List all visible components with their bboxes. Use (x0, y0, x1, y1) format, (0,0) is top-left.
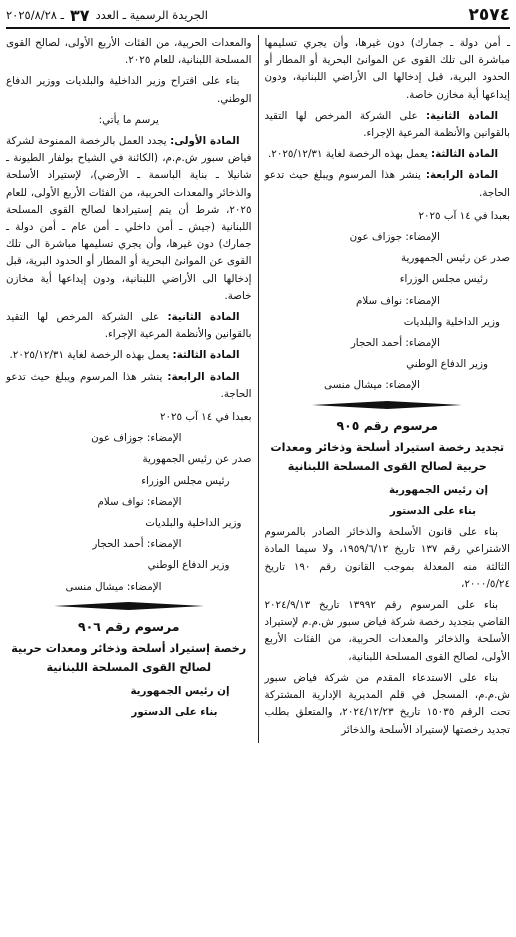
president-line: إن رئيس الجمهورية (130, 685, 230, 698)
article-3 (265, 146, 511, 163)
issued-by: صدر عن رئيس الجمهورية (142, 453, 252, 466)
paragraph: بناء على قانون الأسلحة والذخائر الصادر بالمرسوم الاشتراعي رقم ١٣٧ تاريخ ١٩٥٩/٦/١٢، ولا سيما المادة الثالثة منه المعدلة بموجب القانون رقم ١٩٠ تاريخ ٢٠٠٠/٥/٢٤، (264, 526, 510, 590)
signature-date: بعبدا في ١٤ آب ٢٠٢٥ (418, 209, 510, 222)
issued-by: صدر عن رئيس الجمهورية (400, 252, 510, 265)
signature-line: الإمضاء: ميشال منسى (324, 379, 420, 392)
pm-title: رئيس مجلس الوزراء (141, 474, 230, 487)
paragraph: ـ أمن دولة ـ جمارك) دون غيرها، وأن يجري تسليمها مباشرة الى تلك القوى عن الموانئ البحرية أو المطار أو الحدود البرية، قبل إدخالها الى الأراضي اللبنانية، ودون إيداعها أية مخازن خاصة. (264, 37, 510, 101)
page-header (6, 3, 510, 29)
paragraph: بناء على المرسوم رقم ١٣٩٩٢ تاريخ ٢٠٢٤/٩/١٣ القاضي بتجديد رخصة شركة فياض سبور ش.م.م لإستيراد الأسلحة والذخائر والمعدات الحربية، من الفئات الأربع الأولى، لصالح القوى المسلحة اللبنانية، (264, 599, 510, 663)
pm-title: رئيس مجلس الوزراء (399, 273, 488, 286)
signature-date: بعبدا في ١٤ آب ٢٠٢٥ (159, 411, 252, 424)
left-column (6, 35, 258, 743)
article-1 (6, 133, 252, 305)
constitution-line: بناء على الدستور (131, 706, 218, 719)
article-4 (6, 369, 252, 403)
article-text: ينشر هذا المرسوم ويبلغ حيث تدعو الحاجة. (264, 169, 510, 199)
decree-subject: تجديد رخصة استيراد أسلحة وذخائر ومعدات حربية لصالح القوى المسلحة اللبنانية (270, 440, 505, 473)
interior-minister: وزير الداخلية والبلديات (403, 315, 500, 328)
issue-date: ـ ٢٠٢٥/٨/٢٨ (6, 8, 65, 22)
constitution-line: بناء على الدستور (389, 505, 476, 518)
article-text: يعمل بهذه الرخصة لغاية ٢٠٢٥/١٢/٣١. (9, 349, 170, 362)
signature-line: الإمضاء: نواف سلام (355, 294, 440, 307)
right-column (258, 35, 511, 743)
signature-line: الإمضاء: نواف سلام (97, 495, 182, 508)
interior-minister: وزير الداخلية والبلديات (145, 517, 242, 530)
article-text: على الشركة المرخص لها التقيد بالقوانين والأنظمة المرعية الإجراء. (6, 311, 252, 341)
signature-line: الإمضاء: جوزاف عون (91, 432, 182, 445)
article-label: المادة الرابعة: (167, 370, 240, 383)
article-label: المادة الرابعة: (425, 169, 498, 182)
article-text: يعمل بهذه الرخصة لغاية ٢٠٢٥/١٢/٣١. (268, 148, 428, 161)
defense-minister: وزير الدفاع الوطني (147, 559, 230, 572)
article-label: المادة الأولى: (170, 135, 240, 148)
article-3 (6, 347, 252, 364)
article-text: على الشركة المرخص لها التقيد بالقوانين والأنظمة المرعية الإجراء. (264, 109, 510, 140)
decree-title: مرسوم رقم ٩٠٥ (336, 417, 439, 433)
article-text: يجدد العمل بالرخصة الممنوحة لشركة فياض سبور ش.م.م، (الكائنة في الشياح بولفار الطيونة ـ شانيلا ـ بناية الباسمة ـ الأرضي)، لإستيراد الأسلحة والذخائر والمعدات الحربية، من الفئات الأربع الأولى، للعام ٢٠٢٥، شرط أن يتم إستيرادها لصالح القوى المسلحة اللبنانية (جيش ـ أمن داخلي ـ أمن عام ـ أمن دولة ـ جمارك) دون غيرها، وأن يجري تسليمها مباشرة الى تلك القوى عن الموانئ البحرية أو المطار أو الحدود البرية، قبل إدخالها الى الأراضي اللبنانية، ودون إيداعها أية مخازن خاصة. (6, 135, 252, 302)
article-2 (6, 309, 252, 343)
page-number: ٢٥٧٤ (468, 5, 510, 25)
section-divider (265, 401, 511, 409)
article-label: المادة الثالثة: (430, 148, 498, 161)
decree-title: مرسوم رقم ٩٠٦ (77, 618, 180, 634)
defense-minister: وزير الدفاع الوطني (406, 358, 488, 371)
signature-line: الإمضاء: ميشال منسى (65, 580, 162, 593)
article-4 (265, 167, 511, 201)
article-2 (265, 108, 511, 142)
header-meta (6, 6, 208, 25)
issue-number: ٣٧ (70, 5, 90, 25)
journal-name: الجريدة الرسمية ـ العدد (95, 8, 208, 22)
paragraph: بناء على اقتراح وزير الداخلية والبلديات ووزير الدفاع الوطني. (6, 75, 252, 105)
signature-line: الإمضاء: أحمد الحجار (92, 538, 182, 551)
gazette-page (0, 3, 516, 937)
article-label: المادة الثانية: (425, 109, 498, 122)
article-label: المادة الثانية: (167, 311, 240, 324)
article-label: المادة الثالثة: (172, 349, 240, 362)
president-line: إن رئيس الجمهورية (388, 483, 488, 496)
section-divider (6, 602, 252, 610)
decree-subject: رخصة إستيراد أسلحة وذخائر ومعدات حربية لصالح القوى المسلحة اللبنانية (11, 642, 247, 675)
signature-line: الإمضاء: جوزاف عون (349, 231, 440, 244)
decrees-line: يرسم ما يأتي: (98, 113, 159, 126)
paragraph: والمعدات الحربية، من الفئات الأربع الأولى، لصالح القوى المسلحة اللبنانية، للعام ٢٠٢٥. (6, 37, 252, 67)
paragraph: بناء على الاستدعاء المقدم من شركة فياض سبور ش.م.م، المسجل في قلم المديرية الإدارية المشتركة تحت الرقم ١٥٠٣٥ تاريخ ٢٠٢٤/١٢/٢٣، والمتعلق بطلب تجديد رخصتها لإستيراد الأسلحة والذخائر (264, 671, 510, 736)
signature-line: الإمضاء: أحمد الحجار (350, 337, 440, 350)
columns (6, 35, 510, 743)
article-text: ينشر هذا المرسوم ويبلغ حيث تدعو الحاجة. (6, 370, 252, 400)
